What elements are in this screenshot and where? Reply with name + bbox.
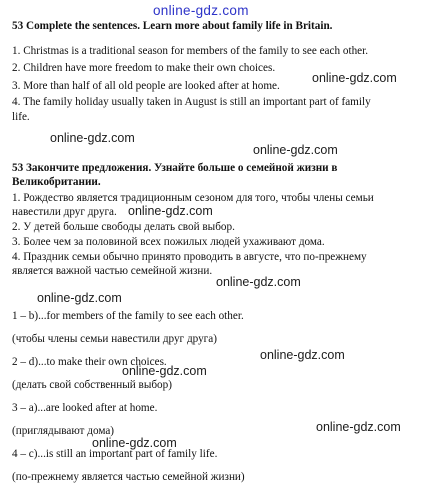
watermark: online-gdz.com <box>253 143 338 157</box>
answer-4-ru: (по-прежнему является частью семейной жизни) <box>12 471 245 483</box>
ru-exercise-title: 53 Закончите предложения. Узнайте больше о семейной жизни в <box>12 162 338 174</box>
watermark: online-gdz.com <box>260 348 345 362</box>
watermark: online-gdz.com <box>50 131 135 145</box>
ru-sentence-1: 1. Рождество является традиционным сезоном для того, чтобы члены семьи <box>12 192 374 204</box>
answer-1-en: 1 – b)...for members of the family to see each other. <box>12 310 244 322</box>
ru-sentence-4-cont: является важной частью семейной жизни. <box>12 265 213 277</box>
watermark: online-gdz.com <box>122 364 207 378</box>
answer-1-ru: (чтобы члены семьи навестили друг друга) <box>12 333 217 345</box>
watermark: online-gdz.com <box>128 204 213 218</box>
watermark-top: online-gdz.com <box>153 3 249 18</box>
en-sentence-2: 2. Children have more freedom to make their own choices. <box>12 62 276 74</box>
watermark: online-gdz.com <box>92 436 177 450</box>
ru-sentence-1-cont: навестили друг друга. <box>12 206 117 218</box>
answer-3-ru: (приглядывают дома) <box>12 425 115 437</box>
ru-sentence-4: 4. Праздник семьи обычно принято проводить в августе, что по-прежнему <box>12 251 367 263</box>
answer-4-en: 4 – c)...is still an important part of family life. <box>12 448 218 460</box>
watermark: online-gdz.com <box>216 275 301 289</box>
en-sentence-3: 3. More than half of all old people are looked after at home. <box>12 80 280 92</box>
ru-sentence-3: 3. Более чем за половиной всех пожилых людей ухаживают дома. <box>12 236 325 248</box>
watermark: online-gdz.com <box>316 420 401 434</box>
answer-2-ru: (делать свой собственный выбор) <box>12 379 172 391</box>
en-exercise-title: 53 Complete the sentences. Learn more about family life in Britain. <box>12 20 333 32</box>
answer-2-en: 2 – d)...to make their own choices. <box>12 356 167 368</box>
watermark: online-gdz.com <box>37 291 122 305</box>
en-sentence-4-cont: life. <box>12 111 30 123</box>
en-sentence-1: 1. Christmas is a traditional season for members of the family to see each other. <box>12 45 369 57</box>
answer-3-en: 3 – a)...are looked after at home. <box>12 402 158 414</box>
ru-sentence-2: 2. У детей больше свободы делать свой выбор. <box>12 221 235 233</box>
watermark: online-gdz.com <box>312 71 397 85</box>
ru-exercise-title-cont: Великобритании. <box>12 176 101 188</box>
en-sentence-4: 4. The family holiday usually taken in August is still an important part of family <box>12 96 371 108</box>
